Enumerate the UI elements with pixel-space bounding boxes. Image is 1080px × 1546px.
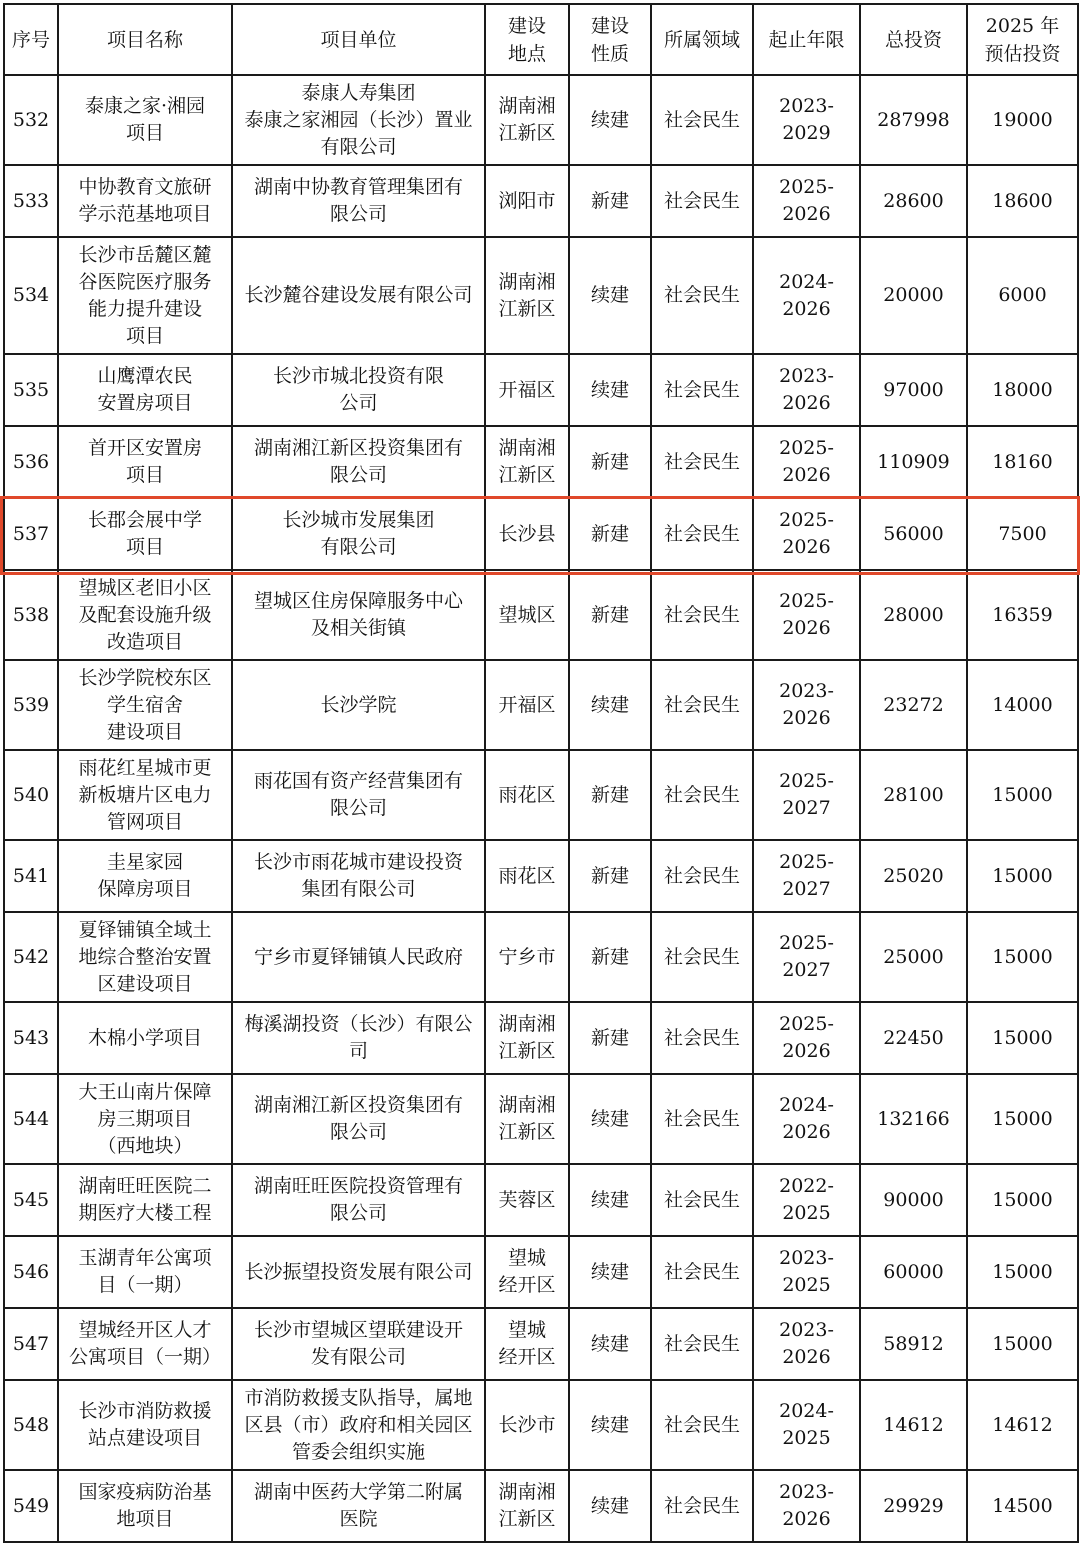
cell-nature: 新建 xyxy=(569,498,651,570)
cell-nature: 新建 xyxy=(569,165,651,237)
cell-invest2025: 15000 xyxy=(967,1308,1078,1380)
cell-period: 2025-2026 xyxy=(753,570,860,660)
cell-invest2025: 15000 xyxy=(967,1002,1078,1074)
cell-period: 2022-2025 xyxy=(753,1164,860,1236)
cell-name: 中协教育文旅研 学示范基地项目 xyxy=(58,165,232,237)
cell-field: 社会民生 xyxy=(651,1074,753,1164)
cell-name: 望城区老旧小区 及配套设施升级 改造项目 xyxy=(58,570,232,660)
cell-no: 536 xyxy=(4,426,58,498)
cell-no: 544 xyxy=(4,1074,58,1164)
cell-unit: 长沙学院 xyxy=(232,660,485,750)
cell-no: 533 xyxy=(4,165,58,237)
cell-period: 2023-2026 xyxy=(753,1470,860,1542)
cell-name: 长沙市岳麓区麓 谷医院医疗服务 能力提升建设 项目 xyxy=(58,237,232,354)
cell-total: 58912 xyxy=(860,1308,967,1380)
cell-total: 287998 xyxy=(860,75,967,165)
cell-location: 湖南湘 江新区 xyxy=(485,1470,569,1542)
header-period: 起止年限 xyxy=(753,4,860,75)
cell-period: 2025-2026 xyxy=(753,1002,860,1074)
cell-location: 湖南湘 江新区 xyxy=(485,1002,569,1074)
table-row xyxy=(4,237,1078,354)
cell-unit: 梅溪湖投资（长沙）有限公司 xyxy=(232,1002,485,1074)
table-row xyxy=(4,660,1078,750)
cell-no: 542 xyxy=(4,912,58,1002)
cell-field: 社会民生 xyxy=(651,912,753,1002)
table-body xyxy=(4,75,1078,1542)
cell-nature: 续建 xyxy=(569,75,651,165)
table-row xyxy=(4,165,1078,237)
cell-total: 56000 xyxy=(860,498,967,570)
cell-period: 2023-2026 xyxy=(753,660,860,750)
cell-nature: 续建 xyxy=(569,1308,651,1380)
cell-location: 望城 经开区 xyxy=(485,1236,569,1308)
cell-location: 雨花区 xyxy=(485,750,569,840)
cell-invest2025: 16359 xyxy=(967,570,1078,660)
cell-invest2025: 14500 xyxy=(967,1470,1078,1542)
cell-no: 535 xyxy=(4,354,58,426)
cell-unit: 湖南湘江新区投资集团有 限公司 xyxy=(232,1074,485,1164)
cell-period: 2023-2029 xyxy=(753,75,860,165)
cell-field: 社会民生 xyxy=(651,1380,753,1470)
cell-location: 长沙县 xyxy=(485,498,569,570)
cell-name: 圭星家园 保障房项目 xyxy=(58,840,232,912)
cell-no: 534 xyxy=(4,237,58,354)
cell-location: 湖南湘 江新区 xyxy=(485,237,569,354)
header-total: 总投资 xyxy=(860,4,967,75)
cell-total: 97000 xyxy=(860,354,967,426)
header-no: 序号 xyxy=(4,4,58,75)
cell-period: 2024-2025 xyxy=(753,1380,860,1470)
cell-invest2025: 14612 xyxy=(967,1380,1078,1470)
cell-period: 2025-2027 xyxy=(753,750,860,840)
cell-field: 社会民生 xyxy=(651,660,753,750)
cell-nature: 新建 xyxy=(569,840,651,912)
cell-unit: 长沙城市发展集团 有限公司 xyxy=(232,498,485,570)
cell-total: 20000 xyxy=(860,237,967,354)
cell-no: 546 xyxy=(4,1236,58,1308)
cell-no: 539 xyxy=(4,660,58,750)
cell-field: 社会民生 xyxy=(651,75,753,165)
cell-location: 宁乡市 xyxy=(485,912,569,1002)
cell-unit: 雨花国有资产经营集团有 限公司 xyxy=(232,750,485,840)
cell-invest2025: 15000 xyxy=(967,840,1078,912)
cell-unit: 湖南湘江新区投资集团有 限公司 xyxy=(232,426,485,498)
cell-field: 社会民生 xyxy=(651,1308,753,1380)
cell-location: 长沙市 xyxy=(485,1380,569,1470)
cell-name: 木棉小学项目 xyxy=(58,1002,232,1074)
table-row xyxy=(4,354,1078,426)
table-row xyxy=(4,840,1078,912)
cell-nature: 续建 xyxy=(569,1470,651,1542)
cell-invest2025: 14000 xyxy=(967,660,1078,750)
cell-period: 2025-2027 xyxy=(753,912,860,1002)
header-nature: 建设 性质 xyxy=(569,4,651,75)
cell-no: 537 xyxy=(4,498,58,570)
cell-location: 开福区 xyxy=(485,660,569,750)
cell-nature: 续建 xyxy=(569,1164,651,1236)
cell-period: 2024-2026 xyxy=(753,1074,860,1164)
cell-nature: 新建 xyxy=(569,570,651,660)
header-location: 建设 地点 xyxy=(485,4,569,75)
cell-unit: 长沙麓谷建设发展有限公司 xyxy=(232,237,485,354)
cell-name: 长沙学院校东区 学生宿舍 建设项目 xyxy=(58,660,232,750)
table-row xyxy=(4,750,1078,840)
cell-field: 社会民生 xyxy=(651,840,753,912)
cell-unit: 湖南中协教育管理集团有 限公司 xyxy=(232,165,485,237)
cell-invest2025: 18160 xyxy=(967,426,1078,498)
cell-no: 547 xyxy=(4,1308,58,1380)
cell-name: 望城经开区人才 公寓项目（一期） xyxy=(58,1308,232,1380)
cell-name: 长沙市消防救援 站点建设项目 xyxy=(58,1380,232,1470)
cell-total: 14612 xyxy=(860,1380,967,1470)
cell-total: 22450 xyxy=(860,1002,967,1074)
cell-nature: 新建 xyxy=(569,426,651,498)
cell-no: 540 xyxy=(4,750,58,840)
table-row xyxy=(4,1164,1078,1236)
cell-invest2025: 7500 xyxy=(967,498,1078,570)
cell-invest2025: 19000 xyxy=(967,75,1078,165)
cell-no: 545 xyxy=(4,1164,58,1236)
cell-no: 541 xyxy=(4,840,58,912)
table-row xyxy=(4,75,1078,165)
cell-field: 社会民生 xyxy=(651,165,753,237)
header-row xyxy=(4,4,1078,75)
cell-nature: 新建 xyxy=(569,750,651,840)
cell-location: 浏阳市 xyxy=(485,165,569,237)
cell-invest2025: 6000 xyxy=(967,237,1078,354)
cell-period: 2025-2026 xyxy=(753,498,860,570)
cell-nature: 新建 xyxy=(569,912,651,1002)
cell-unit: 长沙振望投资发展有限公司 xyxy=(232,1236,485,1308)
cell-period: 2023-2026 xyxy=(753,1308,860,1380)
cell-location: 雨花区 xyxy=(485,840,569,912)
cell-period: 2025-2026 xyxy=(753,165,860,237)
cell-nature: 续建 xyxy=(569,1236,651,1308)
cell-unit: 泰康人寿集团 泰康之家湘园（长沙）置业 有限公司 xyxy=(232,75,485,165)
cell-total: 28000 xyxy=(860,570,967,660)
cell-period: 2025-2026 xyxy=(753,426,860,498)
cell-field: 社会民生 xyxy=(651,750,753,840)
cell-total: 25020 xyxy=(860,840,967,912)
header-name: 项目名称 xyxy=(58,4,232,75)
cell-invest2025: 15000 xyxy=(967,1164,1078,1236)
cell-unit: 望城区住房保障服务中心 及相关街镇 xyxy=(232,570,485,660)
table-row xyxy=(4,1380,1078,1470)
cell-total: 28600 xyxy=(860,165,967,237)
cell-name: 长郡会展中学 项目 xyxy=(58,498,232,570)
table-row xyxy=(4,912,1078,1002)
cell-location: 芙蓉区 xyxy=(485,1164,569,1236)
cell-field: 社会民生 xyxy=(651,354,753,426)
cell-nature: 续建 xyxy=(569,354,651,426)
cell-total: 29929 xyxy=(860,1470,967,1542)
cell-field: 社会民生 xyxy=(651,237,753,354)
header-invest2025: 2025 年 预估投资 xyxy=(967,4,1078,75)
cell-field: 社会民生 xyxy=(651,498,753,570)
cell-unit: 长沙市雨花城市建设投资 集团有限公司 xyxy=(232,840,485,912)
cell-nature: 续建 xyxy=(569,1380,651,1470)
cell-nature: 新建 xyxy=(569,1002,651,1074)
cell-location: 湖南湘 江新区 xyxy=(485,426,569,498)
cell-no: 543 xyxy=(4,1002,58,1074)
cell-total: 110909 xyxy=(860,426,967,498)
header-field: 所属领域 xyxy=(651,4,753,75)
cell-location: 湖南湘 江新区 xyxy=(485,1074,569,1164)
table-row xyxy=(4,498,1078,570)
table-row xyxy=(4,1308,1078,1380)
cell-total: 23272 xyxy=(860,660,967,750)
cell-unit: 宁乡市夏铎铺镇人民政府 xyxy=(232,912,485,1002)
project-table xyxy=(3,3,1079,1543)
cell-name: 夏铎铺镇全域土 地综合整治安置 区建设项目 xyxy=(58,912,232,1002)
cell-location: 望城区 xyxy=(485,570,569,660)
table-row xyxy=(4,1236,1078,1308)
cell-unit: 市消防救援支队指导，属地 区县（市）政府和相关园区 管委会组织实施 xyxy=(232,1380,485,1470)
cell-name: 玉湖青年公寓项 目（一期） xyxy=(58,1236,232,1308)
table-row xyxy=(4,1074,1078,1164)
cell-invest2025: 18600 xyxy=(967,165,1078,237)
cell-invest2025: 18000 xyxy=(967,354,1078,426)
header-unit: 项目单位 xyxy=(232,4,485,75)
cell-invest2025: 15000 xyxy=(967,1236,1078,1308)
cell-nature: 续建 xyxy=(569,1074,651,1164)
cell-name: 大王山南片保障 房三期项目 （西地块） xyxy=(58,1074,232,1164)
table-row xyxy=(4,570,1078,660)
cell-field: 社会民生 xyxy=(651,1236,753,1308)
cell-name: 国家疫病防治基 地项目 xyxy=(58,1470,232,1542)
cell-invest2025: 15000 xyxy=(967,1074,1078,1164)
cell-name: 首开区安置房 项目 xyxy=(58,426,232,498)
cell-total: 90000 xyxy=(860,1164,967,1236)
cell-no: 532 xyxy=(4,75,58,165)
cell-field: 社会民生 xyxy=(651,1002,753,1074)
cell-location: 湖南湘 江新区 xyxy=(485,75,569,165)
cell-period: 2025-2027 xyxy=(753,840,860,912)
cell-total: 60000 xyxy=(860,1236,967,1308)
cell-location: 开福区 xyxy=(485,354,569,426)
cell-unit: 湖南中医药大学第二附属 医院 xyxy=(232,1470,485,1542)
cell-location: 望城 经开区 xyxy=(485,1308,569,1380)
cell-name: 湖南旺旺医院二 期医疗大楼工程 xyxy=(58,1164,232,1236)
cell-nature: 续建 xyxy=(569,660,651,750)
cell-unit: 长沙市城北投资有限 公司 xyxy=(232,354,485,426)
cell-unit: 长沙市望城区望联建设开 发有限公司 xyxy=(232,1308,485,1380)
cell-period: 2024-2026 xyxy=(753,237,860,354)
cell-nature: 续建 xyxy=(569,237,651,354)
cell-name: 泰康之家·湘园 项目 xyxy=(58,75,232,165)
cell-unit: 湖南旺旺医院投资管理有 限公司 xyxy=(232,1164,485,1236)
cell-total: 28100 xyxy=(860,750,967,840)
cell-field: 社会民生 xyxy=(651,1164,753,1236)
cell-total: 25000 xyxy=(860,912,967,1002)
table-row xyxy=(4,1002,1078,1074)
table-row xyxy=(4,426,1078,498)
cell-field: 社会民生 xyxy=(651,1470,753,1542)
cell-field: 社会民生 xyxy=(651,426,753,498)
cell-field: 社会民生 xyxy=(651,570,753,660)
cell-total: 132166 xyxy=(860,1074,967,1164)
cell-invest2025: 15000 xyxy=(967,750,1078,840)
cell-period: 2023-2025 xyxy=(753,1236,860,1308)
cell-no: 549 xyxy=(4,1470,58,1542)
cell-period: 2023-2026 xyxy=(753,354,860,426)
cell-no: 548 xyxy=(4,1380,58,1470)
cell-name: 山鹰潭农民 安置房项目 xyxy=(58,354,232,426)
cell-invest2025: 15000 xyxy=(967,912,1078,1002)
table-row xyxy=(4,1470,1078,1542)
cell-name: 雨花红星城市更 新板塘片区电力 管网项目 xyxy=(58,750,232,840)
cell-no: 538 xyxy=(4,570,58,660)
